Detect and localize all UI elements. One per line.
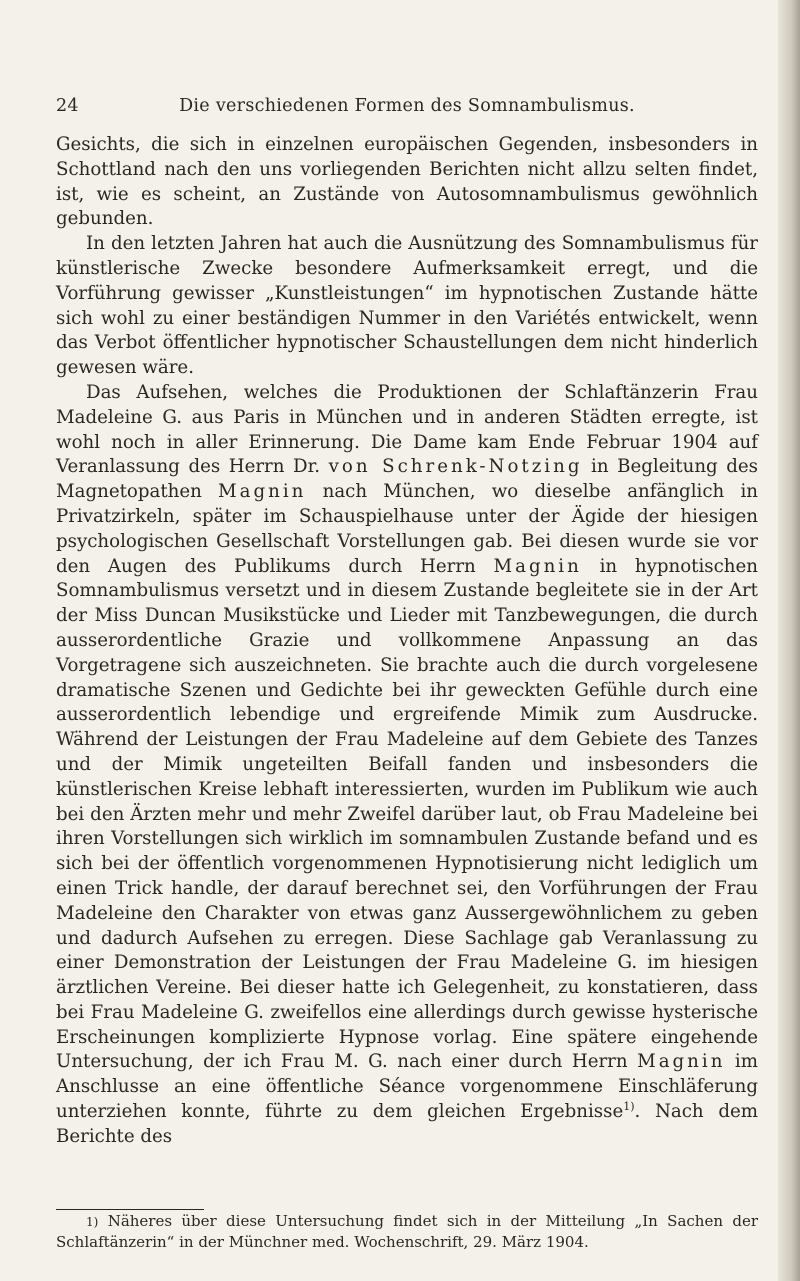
person-name: Magnin xyxy=(637,1051,726,1073)
footnote-divider xyxy=(56,1209,204,1210)
person-name: von Schrenk-Notzing xyxy=(328,456,583,478)
text-segment: nach München, wo dieselbe anfänglich in Privatzirkeln, später im Schauspielhause unter der Ägide der hiesigen psychologischen Gesellschaft Vorstellungen gab. Bei diesen wurde sie vor den Augen des Publikums durch Herrn xyxy=(56,481,758,577)
page-number: 24 xyxy=(56,96,79,116)
running-title: Die verschiedenen Formen des Somnambulismus. xyxy=(179,96,635,116)
paragraph: In den letzten Jahren hat auch die Ausnützung des Somnambulismus für künstlerische Zwecke besondere Aufmerksamkeit erregt, und die Vorführung gewisser „Kunstleistungen“ im hypnotischen Zustande hätte sich wohl zu einer beständigen Nummer in den Variétés entwickelt, wenn das Verbot öffentlicher hypnotischer Schaustellungen dem nicht hinderlich gewesen wäre. xyxy=(56,233,758,379)
footnote-reference[interactable]: 1) xyxy=(623,1100,635,1114)
footnote-text: Näheres über diese Untersuchung findet sich in der Mitteilung „In Sachen der Schlaftänzerin“ in der Münchner med. Wochenschrift, 29. März 1904. xyxy=(56,1212,758,1251)
text-segment: Das Aufsehen, welches die Produktionen der Schlaftänzerin Frau Madeleine G. aus Paris in München und in anderen Städten erregte, ist wohl noch in aller Erinnerung. Die Dame kam Ende Februar 1904 auf Veranlassung des Herrn Dr. xyxy=(56,381,758,478)
paragraph xyxy=(56,381,758,1150)
text-segment: in hypnotischen Somnambulismus versetzt und in diesem Zustande begleitete sie in der Art der Miss Duncan Musikstücke und Lieder mit Tanzbewegungen, die durch ausserordentliche Grazie und vollkommene Anpassung an das Vorgetragene sich auszeichneten. Sie brachte auch die durch vorgelesene dramatische Szenen und Gedichte bei ihr geweckten Gefühle durch eine ausserordentlich lebendige und ergreifende Mimik zum Ausdrucke. Während der Leistungen der Frau Madeleine auf dem Gebiete des Tanzes und der Mimik ungeteilten Beifall fanden und insbesonders die künstlerischen Kreise lebhaft interessierten, wurden im Publikum wie auch bei den Ärzten mehr und mehr Zweifel darüber laut, ob Frau Madeleine bei ihren Vorstellungen sich wirklich im somnambulen Zustande befand und es sich bei der öffentlich vorgenommenen Hypnotisierung nicht lediglich um einen Trick handle, der darauf berechnet sei, den Vorführungen der Frau Madeleine den Charakter von etwas ganz Aussergewöhnlichem zu geben und dadurch Aufsehen zu erregen. Diese Sachlage gab Veranlassung zu einer Demonstration der Leistungen der Frau Madeleine G. im hiesigen ärztlichen Vereine. Bei dieser hatte ich Gelegenheit, zu konstatieren, dass bei Frau Madeleine G. zweifellos eine allerdings durch gewisse hysterische Erscheinungen komplizierte Hypnose vorlag. Eine spätere eingehende Untersuchung, der ich Frau M. G. nach einer durch Herrn xyxy=(56,555,758,1073)
page-edge-shadow xyxy=(778,0,800,1281)
paragraph: Gesichts, die sich in einzelnen europäischen Gegenden, insbesonders in Schottland nach den uns vorliegenden Berichten nicht allzu selten findet, ist, wie es scheint, an Zustände von Autosomnambulismus gewöhnlich gebunden. xyxy=(56,134,758,230)
body-text xyxy=(56,133,758,1150)
text-segment: . Nach dem Berichte des xyxy=(56,1101,758,1147)
footnote xyxy=(56,1212,758,1252)
person-name: Magnin xyxy=(493,555,582,577)
running-header xyxy=(56,96,758,122)
footnotes xyxy=(56,1212,758,1252)
footnote-marker: 1) xyxy=(86,1215,99,1229)
text-segment: in Begleitung des Magnetopathen xyxy=(56,456,758,503)
person-name: Magnin xyxy=(218,481,307,503)
text-segment: im Anschlusse an eine öffentliche Séance vorgenommene Einschläferung unterziehen konnte, führte zu dem gleichen Ergebnisse xyxy=(56,1051,758,1123)
